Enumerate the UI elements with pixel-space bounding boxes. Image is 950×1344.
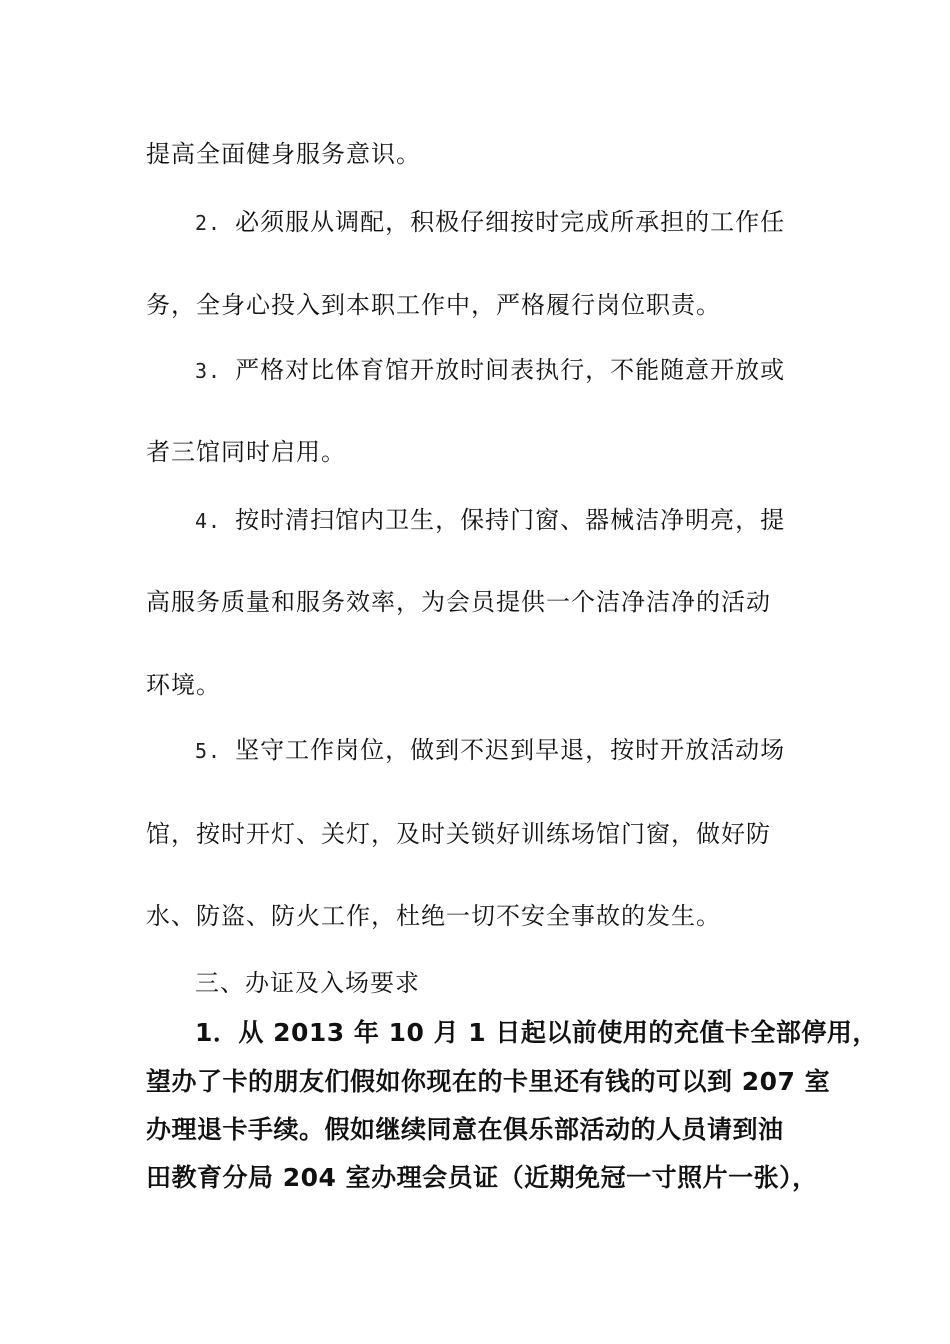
list-item-2-continuation: 务，全身心投入到本职工作中，严格履行岗位职责。	[146, 291, 721, 319]
item-text: 严格对比体育馆开放时间表执行，不能随意开放或	[235, 356, 786, 384]
item-text: 按时清扫馆内卫生，保持门窗、器械洁净明亮，提	[235, 506, 786, 534]
item-text: 必须服从调配，积极仔细按时完成所承担的工作任	[235, 208, 786, 236]
list-item-4-continuation: 高服务质量和服务效率，为会员提供一个洁净洁净的活动	[146, 588, 771, 616]
section-3-line: 望办了卡的朋友们假如你现在的卡里还有钱的可以到 207 室	[146, 1067, 831, 1096]
list-item-2-first-line	[195, 202, 785, 237]
item-number: 4.	[195, 509, 222, 533]
list-item-5-continuation: 馆，按时开灯、关灯，及时关锁好训练场馆门窗，做好防	[146, 820, 771, 848]
item-text: 坚守工作岗位，做到不迟到早退，按时开放活动场	[235, 736, 786, 764]
item-number: 2.	[195, 211, 222, 235]
list-item-4-first-line	[195, 500, 785, 535]
item-number: 3.	[195, 359, 222, 383]
list-item-3-continuation: 者三馆同时启用。	[146, 438, 346, 466]
list-item-5-continuation: 水、防盗、防火工作，杜绝一切不安全事故的发生。	[146, 902, 721, 930]
section-heading: 三、办证及入场要求	[195, 969, 420, 997]
paragraph-line: 提高全面健身服务意识。	[146, 140, 421, 168]
list-item-5-first-line	[195, 730, 785, 765]
section-3-line: 1．从 2013 年 10 月 1 日起以前使用的充值卡全部停用，	[195, 1018, 878, 1047]
list-item-3-first-line	[195, 350, 785, 385]
section-3-line: 田教育分局 204 室办理会员证（近期免冠一寸照片一张），	[146, 1163, 818, 1192]
section-3-line: 办理退卡手续。假如继续同意在俱乐部活动的人员请到油	[146, 1115, 784, 1144]
item-number: 5.	[195, 739, 222, 763]
list-item-4-continuation: 环境。	[146, 671, 221, 699]
